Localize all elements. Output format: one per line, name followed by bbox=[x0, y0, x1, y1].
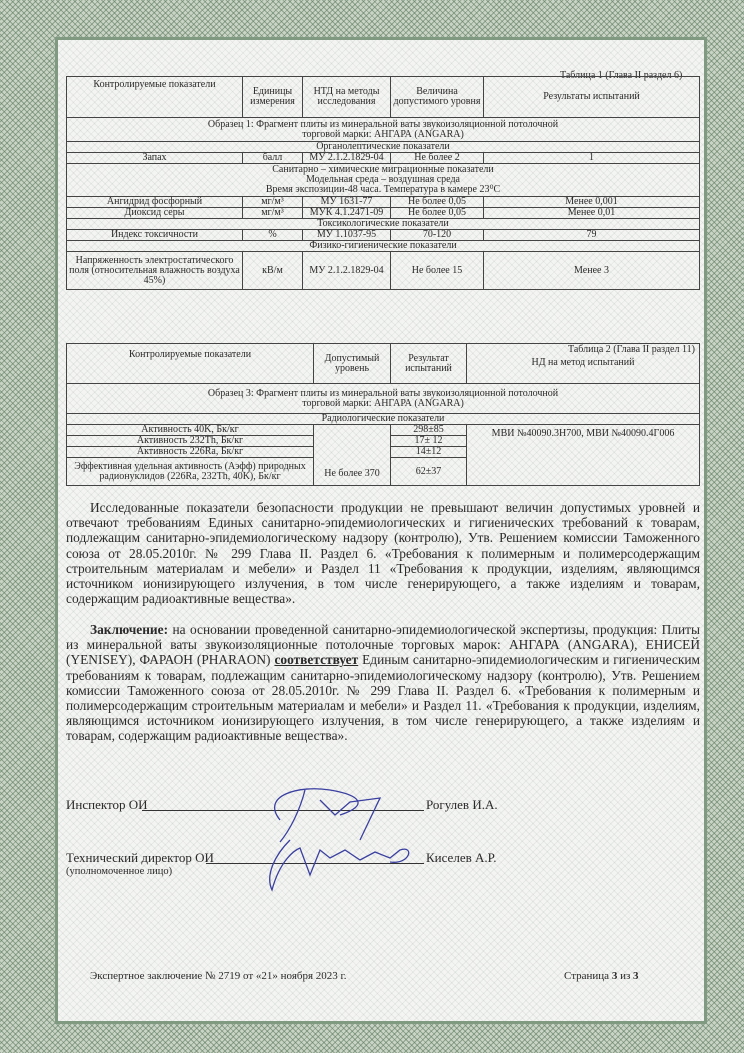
cell: 79 bbox=[484, 230, 700, 241]
inspector-name: Рогулев И.А. bbox=[426, 797, 498, 812]
table-row bbox=[67, 197, 700, 208]
header-cell: Величина допустимого уровня bbox=[391, 77, 484, 118]
director-note: (уполномоченное лицо) bbox=[66, 866, 173, 877]
director-name: Киселев А.Р. bbox=[426, 850, 497, 865]
inspector-title: Инспектор ОИ bbox=[66, 797, 148, 812]
conclusion-text: на основании проведенной санитарно-эпидемиологической экспертизы, продукция: Плиты из минеральной ваты звукоизоляционные потолочные торговых марок: АНГАРА (ANGARA), ЕНИСЕЙ (YENISEY), ФАРАОН (PHARAON) bbox=[66, 622, 700, 668]
cell: МУ 1631-77 bbox=[303, 197, 391, 208]
cell: 70-120 bbox=[391, 230, 484, 241]
cell: Эффективная удельная активность (Аэфф) природных радионуклидов (226Ra, 232Th, 40K), Бк/кг bbox=[67, 458, 314, 486]
cell: Не более 15 bbox=[391, 252, 484, 290]
cell: Не более 0,05 bbox=[391, 208, 484, 219]
table-2 bbox=[66, 343, 700, 486]
cell: кВ/м bbox=[243, 252, 303, 290]
cell: Не более 0,05 bbox=[391, 197, 484, 208]
header-cell: Допустимый уровень bbox=[314, 344, 391, 384]
cell: Диоксид серы bbox=[67, 208, 243, 219]
cell: Активность 226Ra, Бк/кг bbox=[67, 447, 314, 458]
section-title: Органолептические показатели bbox=[67, 142, 700, 153]
header-cell: Контролируемые показатели bbox=[67, 344, 314, 384]
section-title: Токсикологические показатели bbox=[67, 219, 700, 230]
cell: Менее 0,01 bbox=[484, 208, 700, 219]
cell: Ангидрид фосфорный bbox=[67, 197, 243, 208]
header-cell: Результат испытаний bbox=[391, 344, 467, 384]
cell: Запах bbox=[67, 153, 243, 164]
footer-document: Экспертное заключение № 2719 от «21» ноября 2023 г. bbox=[90, 970, 347, 982]
conclusion-text: Единым санитарно-эпидемиологическим и гигиеническим требованиям к товарам, подлежащим санитарно-эпидемиологическому надзору (контролю), Утв. Решением комиссии Таможенного союза от 28.05.2010г. № 299 Глава II. Раздел 6. «Требования к полимерным и полимерсодержащим строительным материалам и мебели» и Раздел 11. «Требования к продукции, изделиям, являющимся источником ионизирующего излучения, в том числе генерирующего, а также изделиям и товарам, содержащим радиоактивные вещества». bbox=[66, 652, 700, 744]
page-number: 3 bbox=[611, 970, 618, 982]
cell: Индекс токсичности bbox=[67, 230, 243, 241]
cell: 1 bbox=[484, 153, 700, 164]
section-exposure: Время экспозиции-48 часа. Температура в камере 23⁰С bbox=[265, 184, 501, 195]
method-cell: МВИ №40090.3Н700, МВИ №40090.4Г006 bbox=[467, 425, 700, 486]
footer-page bbox=[564, 970, 639, 982]
header-cell: Контролируемые показатели bbox=[67, 77, 243, 118]
sample-title: Образец 1: Фрагмент плиты из минеральной ваты звукоизоляционной потолочной торговой марки: АНГАРА (ANGARA) bbox=[67, 118, 700, 142]
section-medium: Модельная среда – воздушная среда bbox=[306, 174, 460, 185]
cell: балл bbox=[243, 153, 303, 164]
verdict: соответствует bbox=[274, 652, 359, 668]
cell: МУ 1.1037-95 bbox=[303, 230, 391, 241]
header-cell: Единицы измерения bbox=[243, 77, 303, 118]
cell: 17± 12 bbox=[391, 436, 467, 447]
table-1 bbox=[66, 76, 700, 290]
cell: Напряженность электростатического поля (относительная влажность воздуха 45%) bbox=[67, 252, 243, 290]
cell: Менее 0,001 bbox=[484, 197, 700, 208]
cell: мг/м³ bbox=[243, 197, 303, 208]
table-row bbox=[67, 208, 700, 219]
table2-caption: Таблица 2 (Глава II раздел 11) bbox=[568, 344, 695, 355]
conclusion-paragraph bbox=[66, 622, 700, 744]
cell: МУ 2.1.2.1829-04 bbox=[303, 252, 391, 290]
page-total: 3 bbox=[633, 970, 639, 982]
section-title: Радиологические показатели bbox=[67, 414, 700, 425]
page-of: из bbox=[617, 970, 634, 982]
header-cell: Результаты испытаний bbox=[484, 77, 700, 118]
director-title: Технический директор ОИ bbox=[66, 850, 214, 865]
cell: Активность 40K, Бк/кг bbox=[67, 425, 314, 436]
table-row bbox=[67, 425, 700, 436]
findings-paragraph: Исследованные показатели безопасности продукции не превышают величин допустимых уровней и отвечают требованиям Единых санитарно-эпидемиологических и гигиенических требований к товарам, подлежащим санитарно-эпидемиологическому надзору (контролю), Утв. Решением комиссии Таможенного союза от 28.05.2010г. № 299 Глава II. Раздел 6. «Требования к полимерным и полимерсодержащим строительным материалам и мебели» и Раздел 11 «Требования к продукции, изделиям, являющимся источником ионизирующего излучения, в том числе генерирующего, а также изделиям и товарам, содержащим радиоактивные вещества». bbox=[66, 500, 700, 607]
table-row bbox=[67, 153, 700, 164]
section-title bbox=[67, 164, 700, 197]
table1-header bbox=[67, 77, 700, 118]
cell: Менее 3 bbox=[484, 252, 700, 290]
cell: 14±12 bbox=[391, 447, 467, 458]
cell: МУ 2.1.2.1829-04 bbox=[303, 153, 391, 164]
signature-image bbox=[220, 780, 430, 900]
table1-caption: Таблица 1 (Глава II раздел 6) bbox=[560, 70, 683, 81]
header-cell: НД на метод испытаний bbox=[467, 344, 700, 384]
table2-header bbox=[67, 344, 700, 384]
section-chemical: Санитарно – химические миграционные показатели bbox=[272, 164, 494, 175]
cell: 298±85 bbox=[391, 425, 467, 436]
cell: Не более 2 bbox=[391, 153, 484, 164]
cell: МУК 4.1.2471-09 bbox=[303, 208, 391, 219]
cell: % bbox=[243, 230, 303, 241]
header-cell: НТД на методы исследования bbox=[303, 77, 391, 118]
section-title: Физико-гигиенические показатели bbox=[67, 241, 700, 252]
cell: мг/м³ bbox=[243, 208, 303, 219]
table-row bbox=[67, 252, 700, 290]
table-row bbox=[67, 230, 700, 241]
sample-title: Образец 3: Фрагмент плиты из минеральной ваты звукоизоляционной потолочной торговой марки: АНГАРА (ANGARA) bbox=[67, 384, 700, 414]
cell: 62±37 bbox=[391, 458, 467, 486]
conclusion-label: Заключение: bbox=[90, 622, 169, 637]
page-label: Страница bbox=[564, 970, 612, 982]
limit-cell: Не более 370 bbox=[314, 425, 391, 486]
cell: Активность 232Th, Бк/кг bbox=[67, 436, 314, 447]
